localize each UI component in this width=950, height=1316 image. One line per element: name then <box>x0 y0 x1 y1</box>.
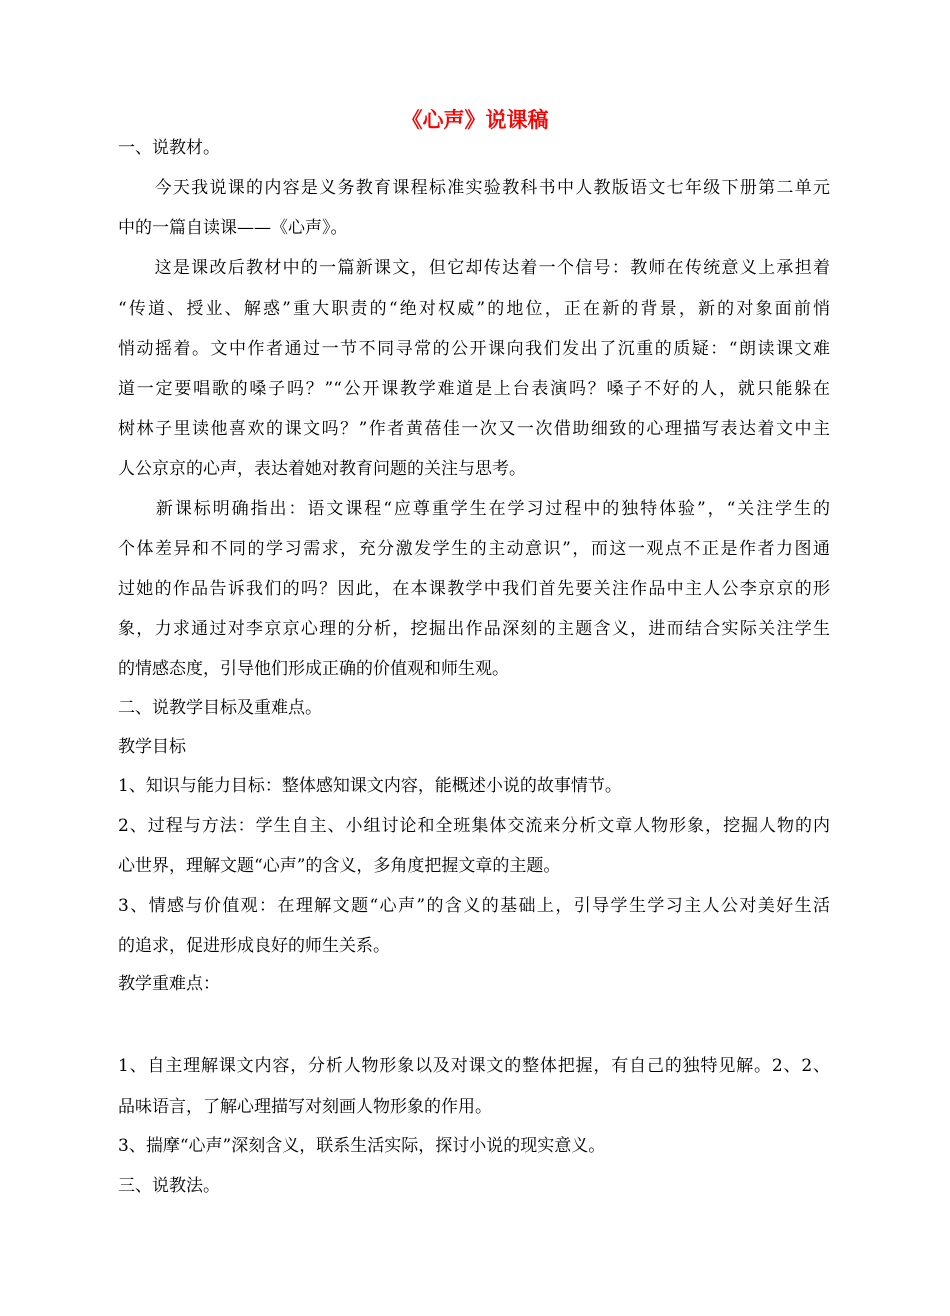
paragraph-line: 道一定要唱歌的嗓子吗？”“公开课教学难道是上台表演吗？嗓子不好的人，就只能躲在 <box>118 379 830 399</box>
paragraph-line: 过她的作品告诉我们的吗？因此，在本课教学中我们首先要关注作品中主人公李京京的形 <box>118 579 830 599</box>
document-title: 《心声》说课稿 <box>401 108 549 132</box>
list-item-continuation: 的追求，促进形成良好的师生关系。 <box>118 936 390 956</box>
paragraph-line: 新课标明确指出：语文课程“应尊重学生在学习过程中的独特体验”，“关注学生的 <box>118 499 830 519</box>
list-item: 1、知识与能力目标：整体感知课文内容，能概述小说的故事情节。 <box>118 776 622 796</box>
paragraph-line: 的情感态度，引导他们形成正确的价值观和师生观。 <box>118 659 509 679</box>
list-item: 3、揣摩“心声”深刻含义，联系生活实际，探讨小说的现实意义。 <box>118 1136 606 1156</box>
paragraph-line: 象，力求通过对李京京心理的分析，挖掘出作品深刻的主题含义，进而结合实际关注学生 <box>118 619 830 639</box>
section-heading: 一、说教材。 <box>118 138 220 158</box>
paragraph-line: 个体差异和不同的学习需求，充分激发学生的主动意识”，而这一观点不正是作者力图通 <box>118 539 830 559</box>
list-item: 1、自主理解课文内容，分析人物形象以及对课文的整体把握，有自己的独特见解。2、2、 <box>118 1056 830 1076</box>
paragraph-line: 人公京京的心声，表达着她对教育问题的关注与思考。 <box>118 459 526 479</box>
paragraph-line: 树林子里读他喜欢的课文吗？”作者黄蓓佳一次又一次借助细致的心理描写表达着文中主 <box>118 419 830 439</box>
list-item: 2、过程与方法：学生自主、小组讨论和全班集体交流来分析文章人物形象，挖掘人物的内 <box>118 816 830 836</box>
list-item: 3、情感与价值观：在理解文题“心声”的含义的基础上，引导学生学习主人公对美好生活 <box>118 896 830 916</box>
paragraph-line: 中的一篇自读课——《心声》。 <box>118 218 348 238</box>
paragraph-line: 今天我说课的内容是义务教育课程标准实验教科书中人教版语文七年级下册第二单元 <box>118 178 830 198</box>
paragraph-line: 悄动摇着。文中作者通过一节不同寻常的公开课向我们发出了沉重的质疑：“朗读课文难 <box>118 339 830 359</box>
section-heading: 二、说教学目标及重难点。 <box>118 698 322 718</box>
list-item-continuation: 心世界，理解文题“心声”的含义，多角度把握文章的主题。 <box>118 856 561 876</box>
paragraph-line: “传道、授业、解惑”重大职责的“绝对权威”的地位，正在新的背景，新的对象面前悄 <box>118 299 830 319</box>
section-heading: 三、说教法。 <box>118 1176 220 1196</box>
subheading: 教学目标 <box>118 737 186 757</box>
paragraph-line: 这是课改后教材中的一篇新课文，但它却传达着一个信号：教师在传统意义上承担着 <box>118 258 830 278</box>
list-item-continuation: 品味语言，了解心理描写对刻画人物形象的作用。 <box>118 1097 492 1117</box>
subheading: 教学重难点： <box>118 974 220 994</box>
